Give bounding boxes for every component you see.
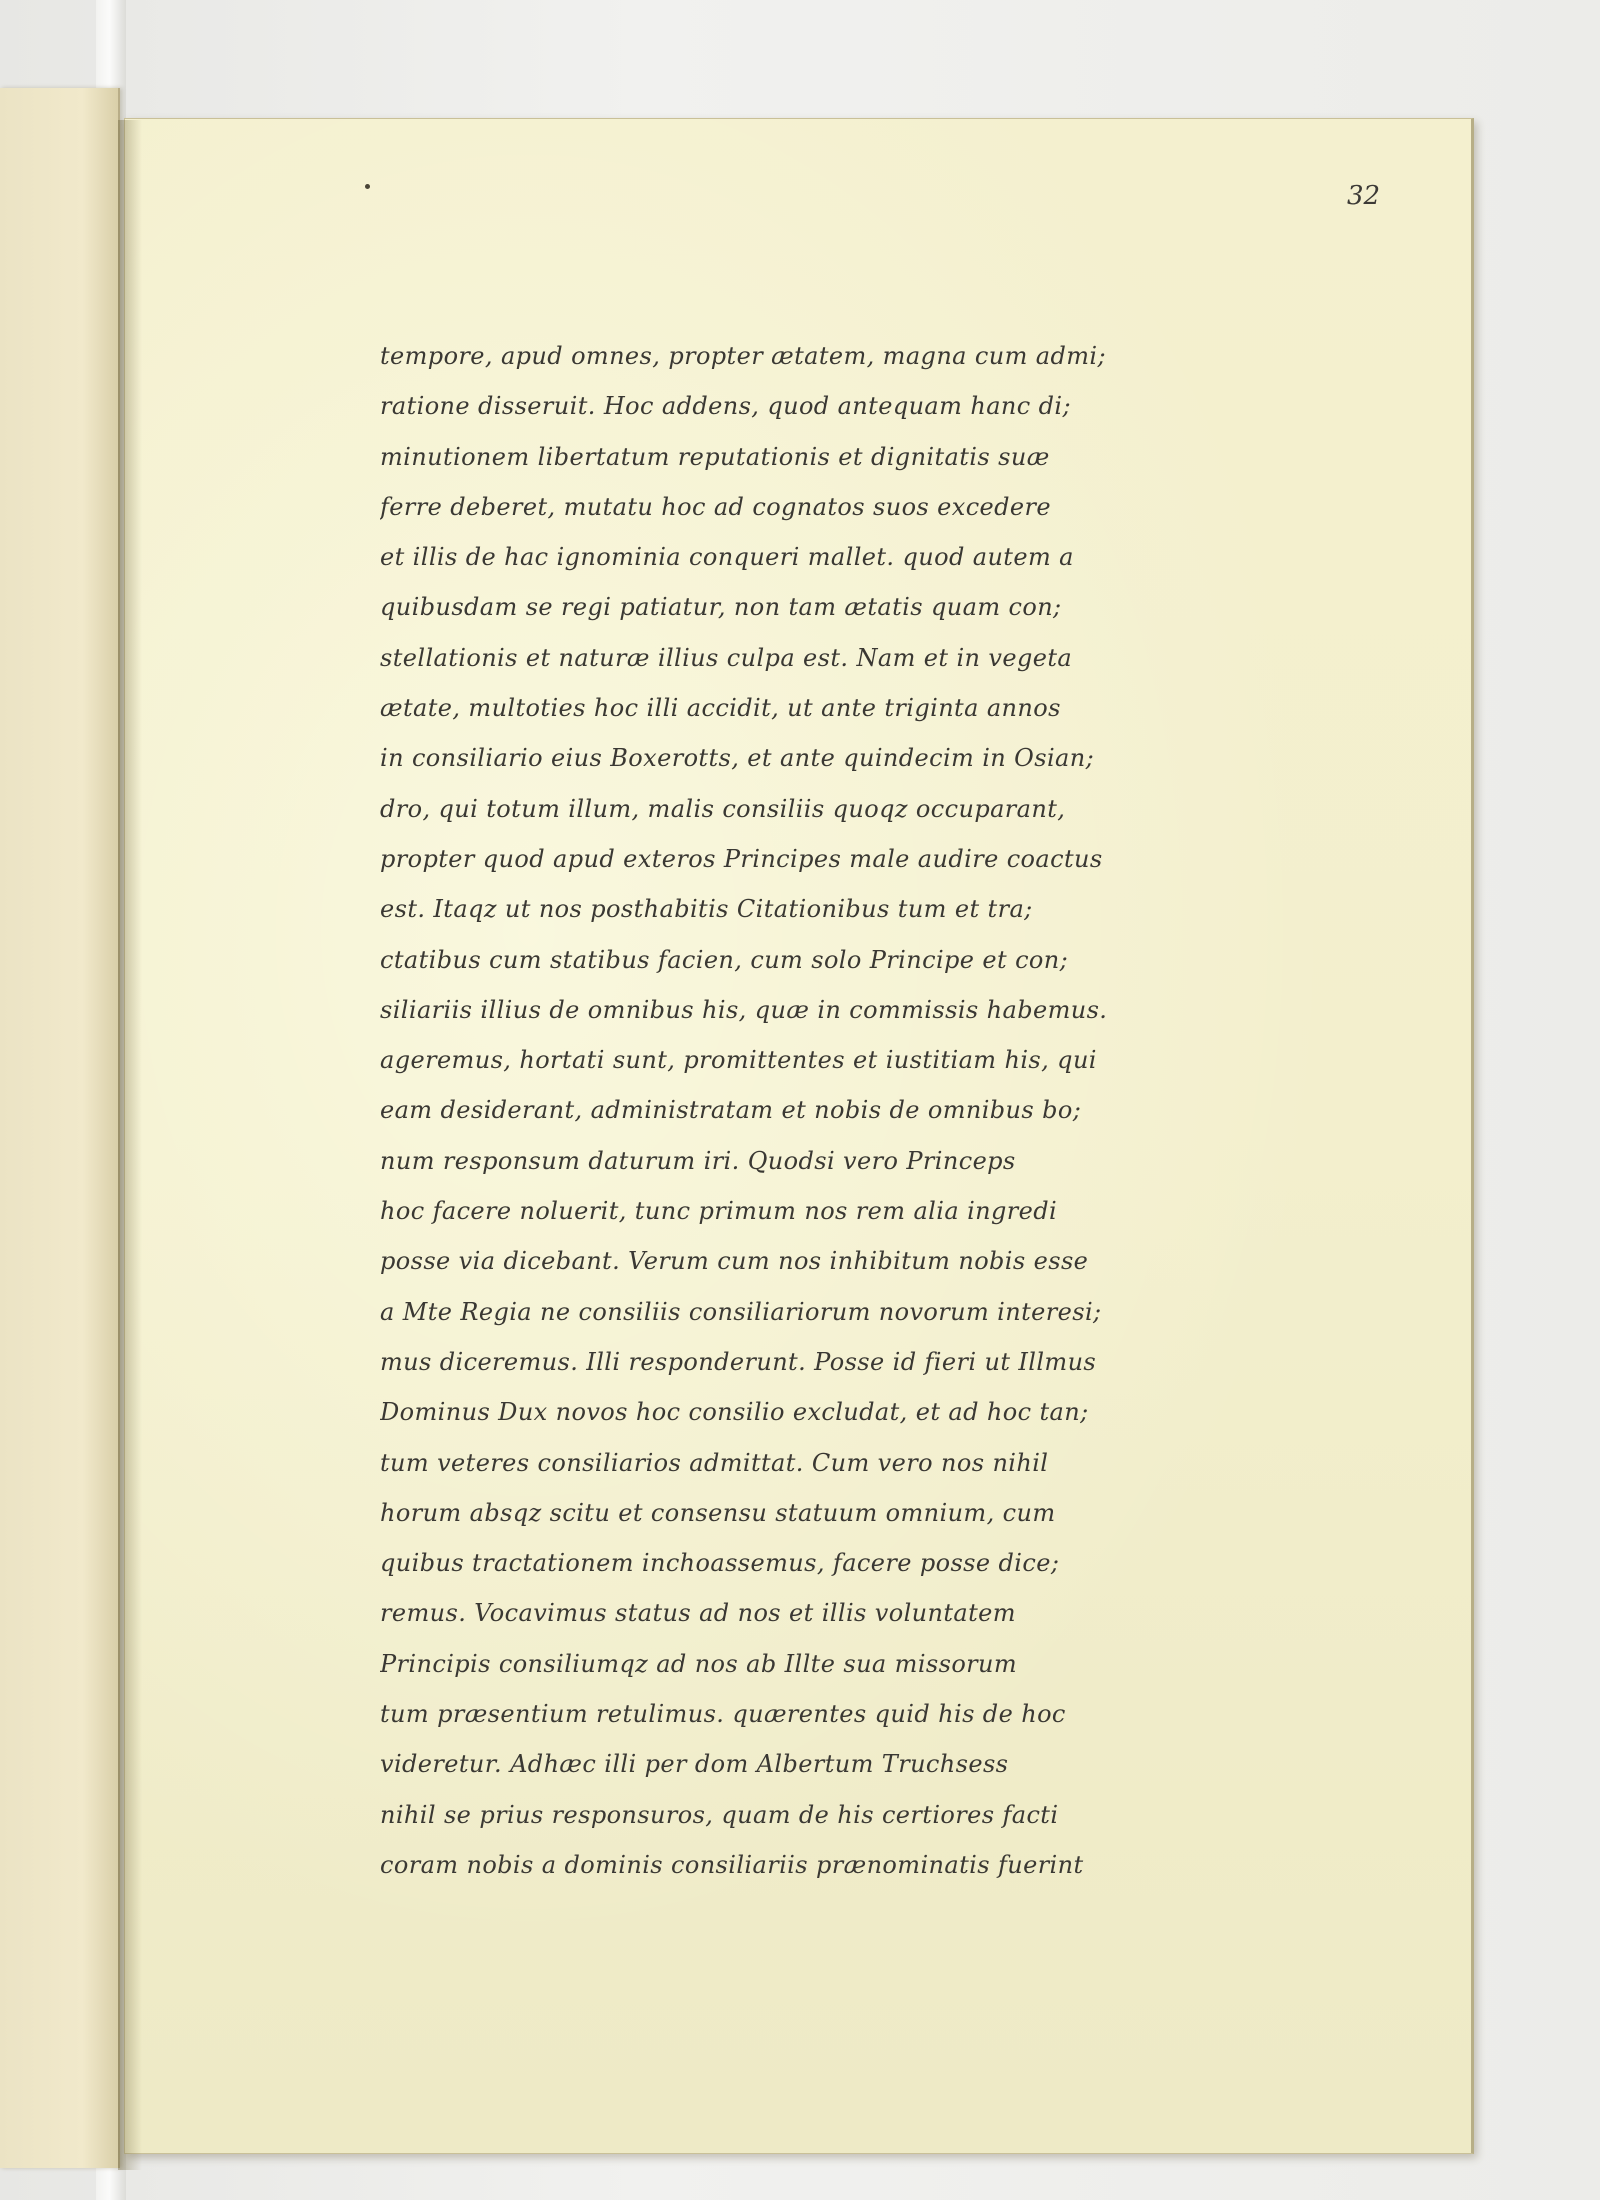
manuscript-line: stellationis et naturæ illius culpa est. Nam et in vegeta xyxy=(380,643,1073,672)
manuscript-line: ageremus, hortati sunt, promittentes et iustitiam his, qui xyxy=(380,1046,1097,1075)
manuscript-line: tum veteres consiliarios admittat. Cum vero nos nihil xyxy=(380,1448,1049,1477)
manuscript-line: in consiliario eius Boxerotts, et ante quindecim in Osian; xyxy=(380,744,1095,773)
manuscript-line: propter quod apud exteros Principes male audire coactus xyxy=(380,844,1103,873)
manuscript-line: coram nobis a dominis consiliariis prænominatis fuerint xyxy=(380,1850,1084,1879)
manuscript-line: Principis consiliumqz ad nos ab Illte sua missorum xyxy=(380,1649,1018,1678)
manuscript-line: posse via dicebant. Verum cum nos inhibitum nobis esse xyxy=(380,1247,1089,1276)
manuscript-line: quibus tractationem inchoassemus, facere posse dice; xyxy=(380,1549,1060,1578)
gutter-shadow xyxy=(118,120,142,2170)
manuscript-line: ratione disseruit. Hoc addens, quod antequam hanc di; xyxy=(380,392,1071,421)
manuscript-line: eam desiderant, administratam et nobis de omnibus bo; xyxy=(380,1096,1082,1125)
manuscript-line: hoc facere noluerit, tunc primum nos rem alia ingredi xyxy=(380,1197,1058,1226)
manuscript-line: tempore, apud omnes, propter ætatem, magna cum admi; xyxy=(380,342,1106,370)
manuscript-line: quibusdam se regi patiatur, non tam ætatis quam con; xyxy=(380,593,1062,622)
manuscript-line: minutionem libertatum reputationis et dignitatis suæ xyxy=(380,442,1050,471)
manuscript-line: horum absqz scitu et consensu statuum omnium, cum xyxy=(380,1498,1056,1527)
manuscript-line: et illis de hac ignominia conqueri mallet. quod autem a xyxy=(380,543,1074,572)
manuscript-line: nihil se prius responsuros, quam de his certiores facti xyxy=(380,1800,1059,1829)
manuscript-line: ctatibus cum statibus facien, cum solo Principe et con; xyxy=(380,945,1069,974)
manuscript-line: Dominus Dux novos hoc consilio excludat, et ad hoc tan; xyxy=(380,1398,1089,1427)
folio-number: 32 xyxy=(1347,181,1381,211)
manuscript-line: ferre deberet, mutatu hoc ad cognatos suos excedere xyxy=(380,492,1052,521)
manuscript-page xyxy=(124,118,1474,2154)
manuscript-line: dro, qui totum illum, malis consiliis quoqz occuparant, xyxy=(380,794,1066,823)
left-page-edge xyxy=(0,88,120,2168)
manuscript-line: remus. Vocavimus status ad nos et illis voluntatem xyxy=(380,1599,1016,1628)
manuscript-line: videretur. Adhæc illi per dom Albertum Truchsess xyxy=(380,1750,1009,1779)
manuscript-line: num responsum daturum iri. Quodsi vero Princeps xyxy=(380,1146,1016,1175)
ink-dot xyxy=(365,184,370,189)
manuscript-line: mus diceremus. Illi responderunt. Posse id fieri ut Illmus xyxy=(380,1347,1097,1376)
manuscript-line: tum præsentium retulimus. quærentes quid his de hoc xyxy=(380,1700,1066,1729)
manuscript-line: est. Itaqz ut nos posthabitis Citationibus tum et tra; xyxy=(380,895,1033,924)
manuscript-line: a Mte Regia ne consiliis consiliariorum novorum interesi; xyxy=(380,1297,1102,1326)
manuscript-line: siliariis illius de omnibus his, quæ in commissis habemus. xyxy=(380,995,1108,1024)
manuscript-text-block xyxy=(380,331,1380,1890)
manuscript-line: ætate, multoties hoc illi accidit, ut ante triginta annos xyxy=(380,694,1061,723)
